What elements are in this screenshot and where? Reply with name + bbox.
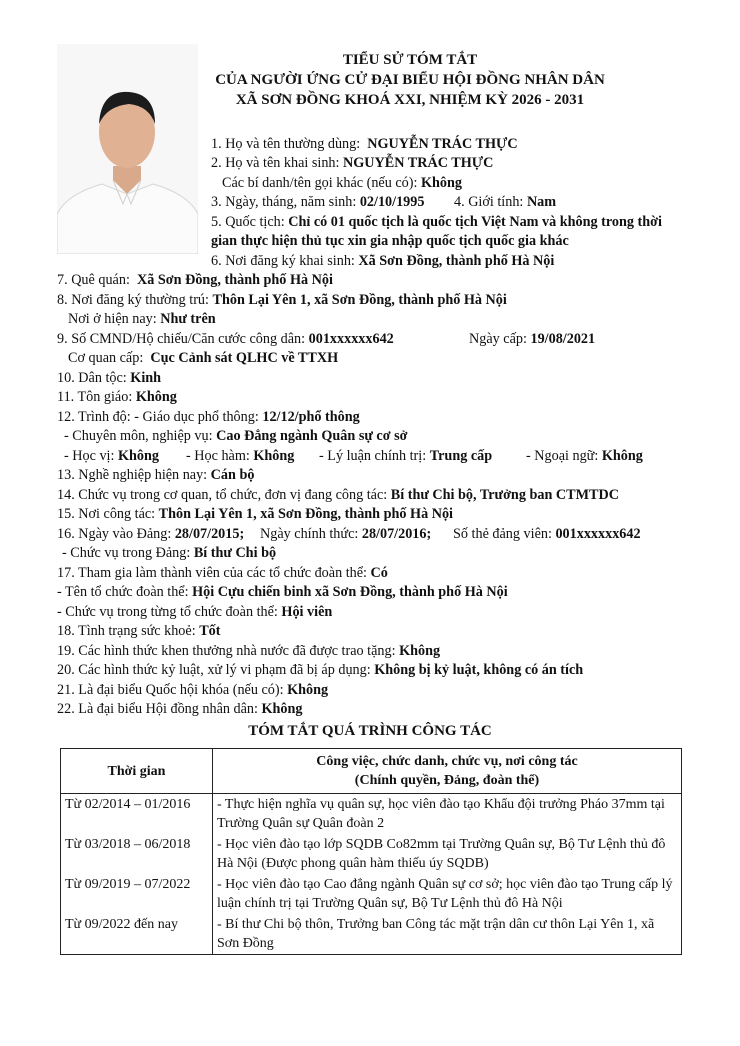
field-label: 15. Nơi công tác:: [57, 506, 156, 522]
field-value: 28/07/2015;: [174, 526, 245, 542]
field-value: Không bị kỷ luật, không có án tích: [374, 662, 584, 678]
field-label: 8. Nơi đăng ký thường trú:: [57, 292, 209, 308]
cell-description: - Học viên đào tạo Cao đẳng ngành Quân sự cơ sở; học viên đào tạo Trung cấp lý luận chính trị tại Trường Quân sự, Bộ Tư Lệnh thủ đô Hà Nội: [213, 874, 682, 914]
field-value: NGUYỄN TRÁC THỰC: [343, 155, 494, 171]
field-label: - Học vị:: [64, 448, 115, 464]
field-issue-date: [469, 330, 595, 349]
title-line-3: XÃ SƠN ĐỒNG KHOÁ XXI, NHIỆM KỲ 2026 - 2031: [235, 92, 585, 108]
column-header-description: [213, 749, 682, 794]
field-value: Kinh: [130, 370, 162, 386]
field-label: 20. Các hình thức kỷ luật, xử lý vi phạm đã bị áp dụng:: [57, 662, 371, 678]
field-value: Cục Cảnh sát QLHC về TTXH: [150, 350, 339, 366]
field-label: 2. Họ và tên khai sinh:: [211, 155, 340, 171]
field-party-official: [260, 525, 431, 544]
field-common-name: [211, 135, 518, 154]
field-birth-date: [211, 193, 424, 212]
title-line-2: CỦA NGƯỜI ỨNG CỬ ĐẠI BIỂU HỘI ĐỒNG NHÂN DÂN: [215, 72, 605, 88]
field-na-deputy: [57, 681, 328, 700]
field-org-position: [57, 603, 332, 622]
field-label: 12. Trình độ: - Giáo dục phổ thông:: [57, 409, 259, 425]
table-row: [61, 834, 682, 874]
column-header-line: Công việc, chức danh, chức vụ, nơi công tác: [316, 754, 578, 769]
field-party-join: [57, 525, 244, 544]
field-value: Không: [399, 643, 441, 659]
field-label: Số thẻ đảng viên:: [453, 526, 552, 542]
field-label: 10. Dân tộc:: [57, 370, 127, 386]
field-value: 28/07/2016;: [361, 526, 432, 542]
work-history-table: [60, 748, 682, 955]
field-value: 001xxxxxx642: [308, 331, 394, 347]
field-label: - Tên tổ chức đoàn thể:: [57, 584, 189, 600]
field-label: - Lý luận chính trị:: [319, 448, 427, 464]
field-label: 14. Chức vụ trong cơ quan, tổ chức, đơn vị đang công tác:: [57, 487, 388, 503]
field-issuer: [68, 349, 338, 368]
field-value: 12/12/phổ thông: [262, 409, 360, 425]
field-value: Tốt: [199, 623, 221, 639]
field-value: Không: [135, 389, 177, 405]
cell-description: - Thực hiện nghĩa vụ quân sự, học viên đào tạo Khẩu đội trưởng Pháo 37mm tại Trường Quân sự Quân đoàn 2: [213, 794, 682, 835]
field-value: 02/10/1995: [359, 194, 425, 210]
field-education: [57, 408, 360, 427]
field-label: 7. Quê quán:: [57, 272, 130, 288]
field-foreign-language: [526, 447, 643, 466]
field-label: 18. Tình trạng sức khoẻ:: [57, 623, 196, 639]
field-political-theory: [319, 447, 492, 466]
field-nationality-cont: gian thực hiện thủ tục xin gia nhập quốc tịch quốc gia khác: [211, 233, 569, 249]
field-health: [57, 622, 220, 641]
field-label: 9. Số CMND/Hộ chiếu/Căn cước công dân:: [57, 331, 306, 347]
field-label: - Chuyên môn, nghiệp vụ:: [64, 428, 213, 444]
cell-description: - Bí thư Chi bộ thôn, Trưởng ban Công tác mặt trận dân cư thôn Lại Yên 1, xã Sơn Đồng: [213, 914, 682, 955]
field-value: Bí thư Chi bộ: [193, 545, 277, 561]
field-value: Cao Đẳng ngành Quân sự cơ sở: [216, 428, 408, 444]
field-label: Các bí danh/tên gọi khác (nếu có):: [222, 175, 418, 191]
field-value: Cán bộ: [210, 467, 255, 483]
cell-time: Từ 09/2022 đến nay: [61, 914, 213, 955]
field-major: [64, 427, 407, 446]
field-value: Nam: [526, 194, 557, 210]
field-label: 19. Các hình thức khen thưởng nhà nước đã được trao tặng:: [57, 643, 396, 659]
field-label: 13. Nghề nghiệp hiện nay:: [57, 467, 208, 483]
field-label: Ngày cấp:: [469, 331, 527, 347]
cell-description: - Học viên đào tạo lớp SQDB Co82mm tại Trường Quân sự, Bộ Tư Lệnh thủ đô Hà Nội (Được phong quân hàm thiếu úy SQDB): [213, 834, 682, 874]
field-ethnicity: [57, 369, 161, 388]
field-value: 001xxxxxx642: [555, 526, 641, 542]
field-party-card: [453, 525, 641, 544]
field-awards: [57, 642, 440, 661]
title-line-1: TIỂU SỬ TÓM TẮT: [342, 52, 478, 68]
field-value: Không: [253, 448, 295, 464]
column-header-time: Thời gian: [61, 749, 213, 794]
field-label: Cơ quan cấp:: [68, 350, 144, 366]
field-value: Thôn Lại Yên 1, xã Sơn Đồng, thành phố Hà Nội: [212, 292, 507, 308]
field-discipline: [57, 661, 583, 680]
work-history-title: TÓM TẮT QUÁ TRÌNH CÔNG TÁC: [248, 723, 492, 739]
field-value: Hội viên: [281, 604, 333, 620]
field-label: 5. Quốc tịch:: [211, 214, 285, 230]
table-row: [61, 914, 682, 955]
field-gender: [454, 193, 556, 212]
field-value: Xã Sơn Đồng, thành phố Hà Nội: [137, 272, 333, 288]
field-birth-name: [211, 154, 493, 173]
table-row: [61, 794, 682, 835]
field-value: Thôn Lại Yên 1, xã Sơn Đồng, thành phố Hà Nội: [158, 506, 453, 522]
field-value: Bí thư Chi bộ, Trưởng ban CTMTDC: [390, 487, 619, 503]
field-residence: [57, 291, 507, 310]
document-title: [200, 50, 620, 110]
field-org-name: [57, 583, 508, 602]
cell-time: Từ 03/2018 – 06/2018: [61, 834, 213, 874]
field-label: - Chức vụ trong từng tổ chức đoàn thể:: [57, 604, 278, 620]
field-hometown: [57, 271, 333, 290]
field-label: 3. Ngày, tháng, năm sinh:: [211, 194, 357, 210]
field-label: - Chức vụ trong Đảng:: [62, 545, 191, 561]
field-value: Trung cấp: [429, 448, 493, 464]
field-label: - Ngoại ngữ:: [526, 448, 599, 464]
column-header-line: (Chính quyền, Đảng, đoàn thể): [354, 773, 540, 788]
field-value: Có: [370, 565, 388, 581]
field-alias: [222, 174, 462, 193]
field-value: Không: [601, 448, 643, 464]
field-id-number: [57, 330, 394, 349]
field-academic-rank: [186, 447, 294, 466]
field-label: 22. Là đại biểu Hội đồng nhân dân:: [57, 701, 258, 717]
cell-time: Từ 09/2019 – 07/2022: [61, 874, 213, 914]
field-label: 17. Tham gia làm thành viên của các tổ chức đoàn thể:: [57, 565, 367, 581]
field-value: Không: [287, 682, 329, 698]
field-label: 1. Họ và tên thường dùng:: [211, 136, 361, 152]
field-mass-org: [57, 564, 388, 583]
field-label: 6. Nơi đăng ký khai sinh:: [211, 253, 355, 269]
candidate-photo: [57, 44, 198, 254]
field-council-deputy: [57, 700, 303, 719]
field-value: NGUYỄN TRÁC THỰC: [367, 136, 518, 152]
field-workplace: [57, 505, 453, 524]
table-row: [61, 874, 682, 914]
field-label: 16. Ngày vào Đảng:: [57, 526, 172, 542]
field-label: - Học hàm:: [186, 448, 250, 464]
field-label: Ngày chính thức:: [260, 526, 359, 542]
field-value: Xã Sơn Đồng, thành phố Hà Nội: [358, 253, 555, 269]
field-degree: [64, 447, 159, 466]
field-position: [57, 486, 619, 505]
field-label: 4. Giới tính:: [454, 194, 524, 210]
field-value: Không: [117, 448, 159, 464]
field-value: Chỉ có 01 quốc tịch là quốc tịch Việt Nam và không trong thời: [288, 214, 662, 230]
cell-time: Từ 02/2014 – 01/2016: [61, 794, 213, 835]
field-label: 21. Là đại biểu Quốc hội khóa (nếu có):: [57, 682, 284, 698]
table-header-row: [61, 749, 682, 794]
field-label: Nơi ở hiện nay:: [68, 311, 157, 327]
field-label: 11. Tôn giáo:: [57, 389, 133, 405]
field-value: Hội Cựu chiến binh xã Sơn Đồng, thành phố Hà Nội: [192, 584, 508, 600]
field-nationality: [211, 213, 662, 232]
field-birth-place: [211, 252, 554, 271]
field-value: Không: [420, 175, 462, 191]
field-value: 19/08/2021: [530, 331, 596, 347]
field-occupation: [57, 466, 254, 485]
field-party-position: [62, 544, 276, 563]
field-value: Như trên: [160, 311, 216, 327]
field-value: Không: [261, 701, 303, 717]
field-current-address: [68, 310, 216, 329]
field-religion: [57, 388, 177, 407]
